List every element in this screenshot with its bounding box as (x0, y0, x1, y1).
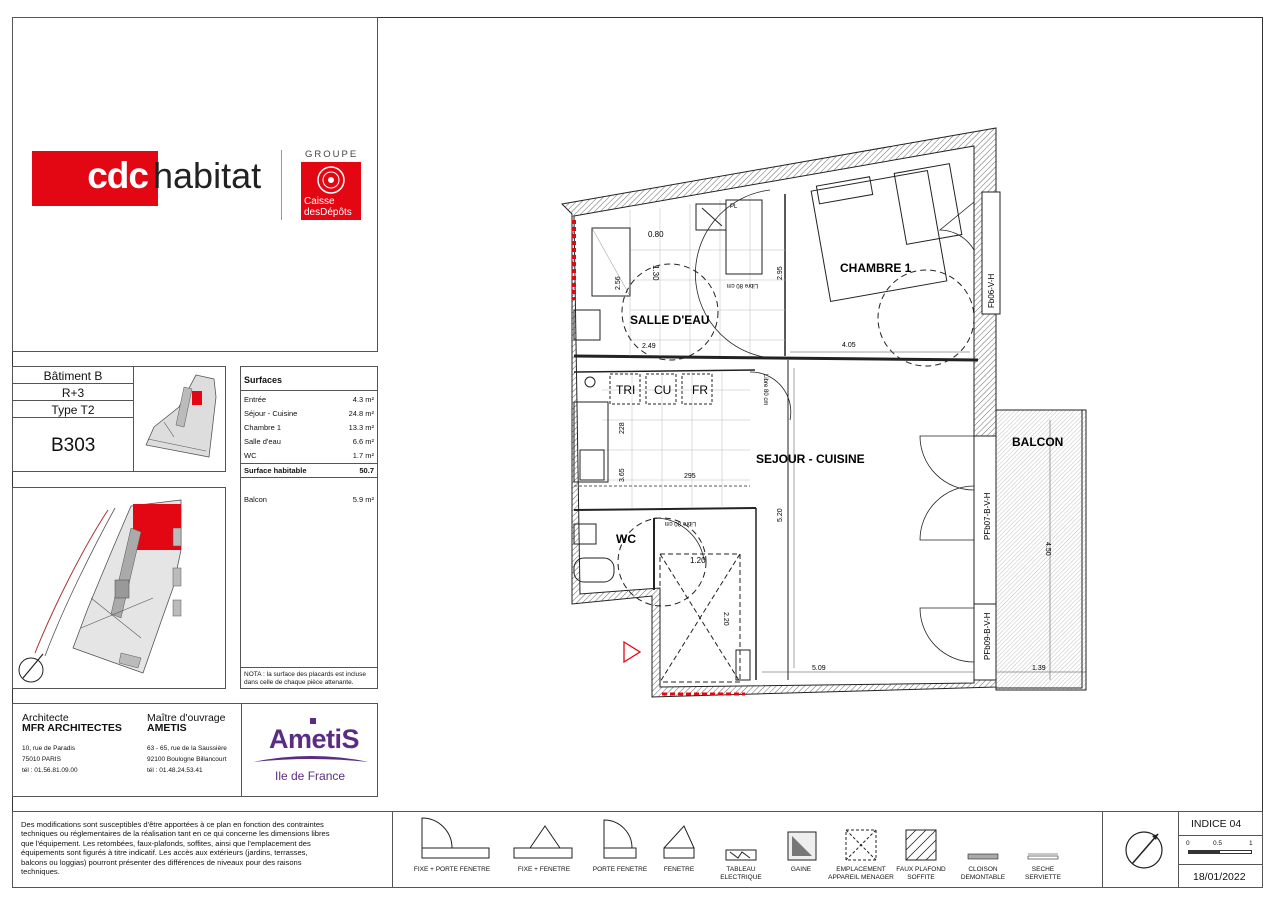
surfaces-row-label: WC (244, 451, 257, 460)
identity-lot (12, 417, 134, 472)
surfaces-row (244, 437, 374, 446)
habitat-logo-text: habitat (153, 155, 262, 196)
cdc-logo (32, 151, 158, 206)
window-code-fb06: Fb06-V-H (987, 273, 996, 308)
indice-label: INDICE 04 (1191, 818, 1242, 830)
dim-libre-c: Libre 80 cm (664, 520, 696, 526)
credits-divider (241, 704, 242, 796)
label-balcon: BALCON (1012, 435, 1064, 449)
surfaces-row-value: 24.8 m² (348, 409, 374, 418)
legend-label-line1: CLOISON (968, 866, 998, 873)
surfaces-total-label: Surface habitable (244, 466, 307, 475)
surfaces-total-value: 50.7 (359, 466, 374, 475)
legend-label-line1: SECHE (1031, 866, 1055, 873)
cdc-logo-text: cdc (87, 155, 148, 196)
surfaces-title-rule (241, 390, 377, 391)
credits-panel (12, 703, 378, 797)
identity-batiment (12, 366, 134, 384)
scale-one: 1 (1249, 840, 1253, 847)
architecte-label: Architecte (22, 712, 69, 724)
disclaimer-line: équipements sont figurés à titre indicatif. Les accès aux extérieurs (jardins, terrasses, (21, 848, 308, 858)
logo-panel (12, 17, 378, 352)
moa-name: AMETIS (147, 722, 187, 734)
label-cu: CU (654, 383, 672, 397)
fixe-porte-fenetre-icon (422, 818, 489, 858)
dim-libre-b: Libre 80 cm (762, 374, 768, 406)
surfaces-note-rule (241, 667, 377, 668)
caisse-line1: Caisse (304, 196, 335, 207)
dim-509: 5.09 (812, 665, 826, 672)
groupe-label: GROUPE (305, 149, 359, 160)
dim-405: 4.05 (842, 342, 856, 349)
dim-pl: PL (730, 204, 738, 210)
surfaces-row-label: Salle d'eau (244, 437, 281, 446)
disclaimer-line: que l'équipement. Les retombées, faux-plafonds, soffites, ainsi que l'emplacement des (21, 838, 311, 848)
dim-220: 2.20 (722, 612, 729, 626)
label-wc: WC (616, 532, 636, 546)
moa-addr2: 92100 Boulogne Billancourt (147, 756, 227, 763)
legend-label-line2: ELECTRIQUE (720, 874, 762, 881)
surfaces-table (240, 366, 378, 689)
dim-295v: 2.95 (777, 266, 784, 280)
building-thumbnail (133, 366, 226, 472)
legend-label-line1: FENETRE (663, 866, 695, 873)
dim-365: 3.65 (619, 468, 626, 482)
seche-serviette-icon (1028, 854, 1058, 859)
label-salle-eau: SALLE D'EAU (630, 313, 710, 327)
caisse-depots-logo (301, 162, 361, 220)
cloison-demontable-icon (968, 854, 998, 859)
legend-label-line1: EMPLACEMENT (836, 866, 886, 873)
scale-mid: 0.5 (1213, 840, 1223, 847)
dim-256: 2.56 (615, 276, 622, 290)
legend-label-line2: APPAREIL MENAGER (828, 874, 894, 881)
surfaces-total-row (244, 466, 374, 475)
legend-label-line1: GAINE (790, 866, 812, 873)
dim-080: 0.80 (648, 230, 664, 239)
architecte-tel: tél : 01.56.81.09.00 (22, 767, 78, 774)
surfaces-row-value: 13.3 m² (348, 423, 374, 432)
dim-295: 295 (684, 473, 696, 480)
legend-item-label (998, 866, 1088, 882)
fixe-fenetre-icon (514, 826, 572, 858)
entrance-marker-icon (624, 642, 640, 662)
gaine-icon (788, 832, 816, 860)
moa-label: Maître d'ouvrage (147, 712, 226, 724)
porte-fenetre-icon (604, 820, 636, 858)
window-code-pfb07: PFb07-B-V-H (983, 492, 992, 540)
legend-label-line2: SOFFITE (907, 874, 935, 881)
dim-228: 228 (619, 422, 626, 434)
legend-label-line1: FIXE + PORTE FENETRE (413, 866, 491, 873)
label-tri: TRI (616, 383, 636, 397)
label-fr: FR (692, 383, 708, 397)
label-chambre: CHAMBRE 1 (840, 261, 912, 275)
niveau-label: R+3 (61, 386, 85, 400)
dim-249: 2.49 (642, 343, 656, 350)
legend-label-line2: DEMONTABLE (960, 874, 1006, 881)
surfaces-row-label: Entrée (244, 395, 267, 404)
dim-libre-a: Libre 80 cm (726, 282, 758, 288)
label-sejour: SEJOUR - CUISINE (756, 452, 865, 466)
legend-label-line1: FAUX PLAFOND (896, 866, 946, 873)
dim-130: 1.30 (651, 265, 660, 281)
dim-520: 5.20 (777, 508, 784, 522)
lot-number: B303 (51, 435, 96, 456)
disclaimer-line: techniques. (21, 867, 60, 877)
balcony-area (996, 410, 1086, 690)
surfaces-title: Surfaces (244, 375, 283, 385)
batiment-label: Bâtiment B (43, 369, 103, 383)
architecte-addr1: 10, rue de Paradis (22, 745, 76, 752)
surfaces-total-rule-bottom (241, 477, 377, 478)
scale-bar (1188, 850, 1252, 854)
ametis-logo-text: AmetiS (269, 724, 360, 754)
caisse-line2: desDépôts (304, 207, 352, 218)
architecte-name: MFR ARCHITECTES (22, 722, 122, 734)
north-arrow-icon (1122, 824, 1170, 872)
surfaces-row (244, 409, 374, 418)
moa-addr1: 63 - 65, rue de la Saussière (147, 745, 227, 752)
surfaces-row-value: 4.3 m² (352, 395, 374, 404)
disclaimer-line: balcons ou loggias) pourront présenter des différences de niveaux pour des raisons (21, 857, 302, 867)
scale-zero: 0 (1186, 840, 1190, 847)
architecte-addr2: 75010 PARIS (22, 756, 61, 763)
surfaces-total-rule-top (241, 463, 377, 464)
type-label: Type T2 (51, 403, 95, 417)
surfaces-note-line1: NOTA : la surface des placards est incluse (244, 671, 366, 678)
logo-separator (281, 150, 282, 220)
dim-120: 1.20 (690, 556, 706, 565)
disclaimer-line: techniques ou réglementaires de la réalisation tant en ce qui concerne les dimensions libres (21, 829, 330, 839)
inner-floor (574, 146, 974, 687)
legend-label-line1: TABLEAU (726, 866, 756, 873)
indice-rule-2 (1179, 864, 1263, 865)
surfaces-row-label: Chambre 1 (244, 423, 282, 432)
moa-tel: tél : 01.48.24.53.41 (147, 767, 203, 774)
ametis-logo (249, 714, 373, 788)
indice-divider (1102, 811, 1103, 888)
disclaimer-line: Des modifications sont susceptibles d'être apportées à ce plan en fonction des contraintes (21, 820, 324, 829)
surfaces-balcon-row (244, 495, 374, 504)
legend-icons (400, 814, 1100, 874)
site-plan-drawing (13, 488, 227, 690)
identity-niveau (12, 383, 134, 401)
surfaces-row-label: Séjour - Cuisine (244, 409, 298, 418)
legend-label-line2: SERVIETTE (1024, 874, 1061, 881)
surfaces-row (244, 395, 374, 404)
dim-450: 4.50 (1044, 542, 1051, 556)
surfaces-balcon-value: 5.9 m² (352, 495, 374, 504)
window-code-pfb09: PFb09-B-V-H (983, 612, 992, 660)
ametis-sub-text: Ile de France (275, 769, 346, 783)
surfaces-row (244, 423, 374, 432)
disclaimer-divider (392, 811, 393, 888)
site-plan-panel (12, 487, 226, 689)
surfaces-row-value: 1.7 m² (352, 451, 374, 460)
disclaimer (21, 820, 381, 876)
surfaces-row-value: 6.6 m² (352, 437, 374, 446)
dim-139: 1.39 (1032, 665, 1046, 672)
legend-label-line1: FIXE + FENETRE (517, 866, 571, 873)
indice-rule (1179, 835, 1263, 836)
emplacement-appareil-icon (846, 830, 876, 860)
legend-label-line1: PORTE FENETRE (592, 866, 648, 873)
indice-box (1178, 811, 1263, 888)
surfaces-note-line2: dans celle de chaque pièce attenante. (244, 679, 354, 686)
tableau-electrique-icon (726, 850, 756, 860)
legend-item-label (407, 866, 497, 874)
building-thumbnail-icon (134, 367, 227, 473)
surfaces-row (244, 451, 374, 460)
fenetre-icon (664, 826, 694, 858)
indice-date: 18/01/2022 (1193, 871, 1246, 883)
surfaces-balcon-label: Balcon (244, 495, 267, 504)
identity-type (12, 400, 134, 418)
floor-plan (550, 120, 1090, 710)
faux-plafond-icon (906, 830, 936, 860)
